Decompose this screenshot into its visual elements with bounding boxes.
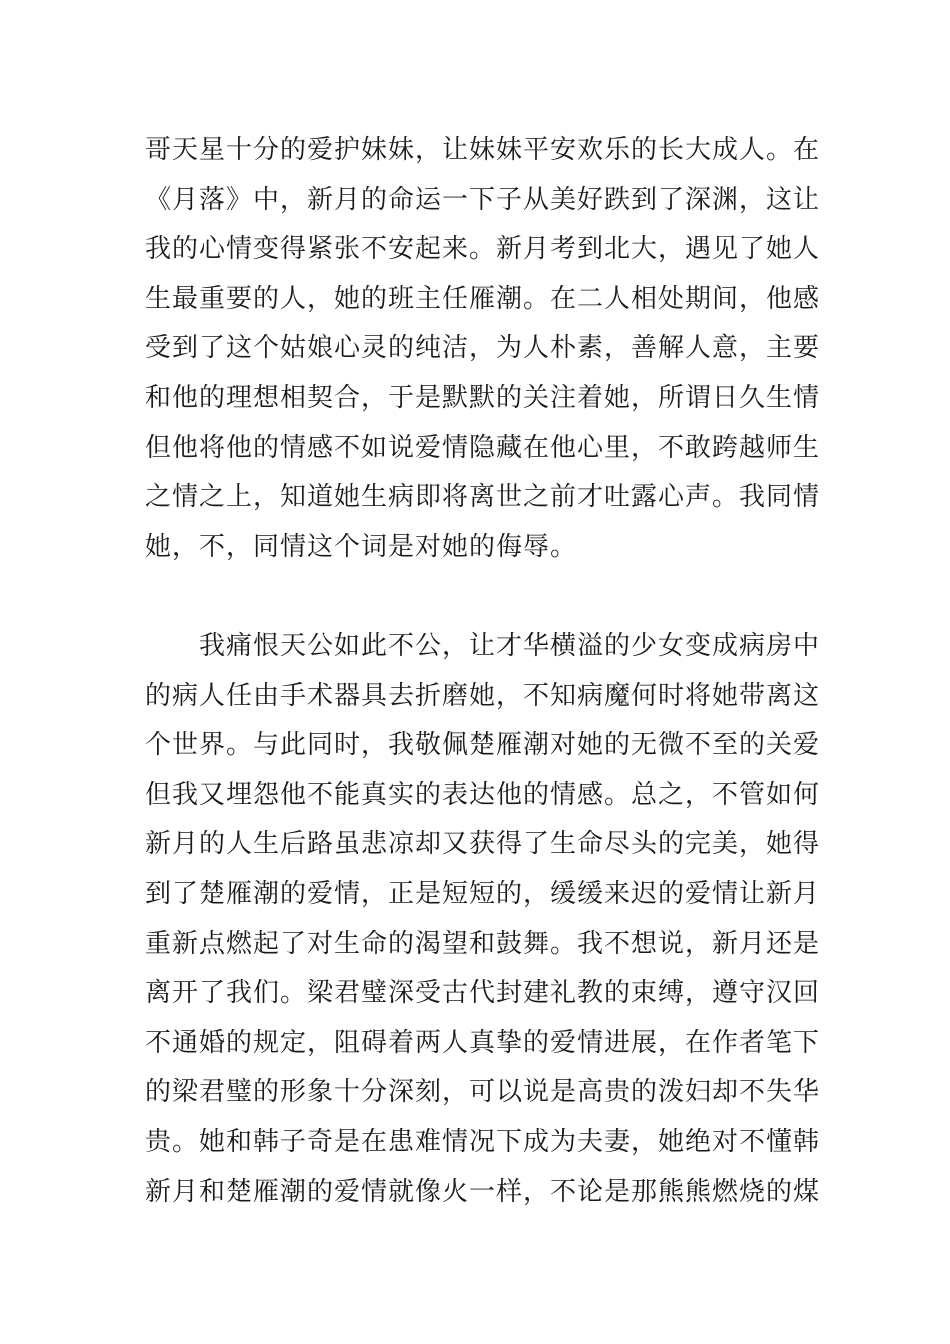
text-line: 新月的人生后路虽悲凉却又获得了生命尽头的完美，她得 [145, 829, 821, 860]
text-line: 生最重要的人，她的班主任雁潮。在二人相处期间，他感 [145, 283, 821, 314]
text-line: 但他将他的情感不如说爱情隐藏在他心里，不敢跨越师生 [145, 432, 821, 463]
text-line: 重新点燃起了对生命的渴望和鼓舞。我不想说，新月还是 [145, 928, 821, 959]
text-line: 和他的理想相契合，于是默默的关注着她，所谓日久生情 [145, 382, 821, 413]
text-line: 之情之上，知道她生病即将离世之前才吐露心声。我同情 [145, 482, 821, 513]
text-line: 但我又埋怨他不能真实的表达他的情感。总之，不管如何 [145, 779, 821, 810]
text-line: 新月和楚雁潮的爱情就像火一样，不论是那熊熊燃烧的煤 [145, 1176, 821, 1207]
paragraph-1 [145, 126, 821, 572]
text-line: 的梁君璧的形象十分深刻，可以说是高贵的泼妇却不失华 [145, 1077, 821, 1108]
text-line: 哥天星十分的爱护妹妹，让妹妹平安欢乐的长大成人。在 [145, 135, 821, 165]
text-line: 《月落》中，新月的命运一下子从美好跌到了深渊，这让 [145, 184, 821, 215]
text-line: 贵。她和韩子奇是在患难情况下成为夫妻，她绝对不懂韩 [145, 1126, 821, 1157]
text-line: 个世界。与此同时，我敬佩楚雁潮对她的无微不至的关爱 [145, 730, 821, 761]
text-line: 我痛恨天公如此不公，让才华横溢的少女变成病房中 [145, 631, 821, 661]
text-line: 我的心情变得紧张不安起来。新月考到北大，遇见了她人 [145, 234, 821, 265]
text-line: 到了楚雁潮的爱情，正是短短的，缓缓来迟的爱情让新月 [145, 878, 821, 909]
text-line: 离开了我们。梁君璧深受古代封建礼教的束缚，遵守汉回 [145, 978, 821, 1009]
text-line: 她，不，同情这个词是对她的侮辱。 [145, 531, 578, 562]
text-line: 受到了这个姑娘心灵的纯洁，为人朴素，善解人意，主要 [145, 333, 821, 364]
paragraph-2 [145, 622, 821, 1217]
text-line: 的病人任由手术器具去折磨她，不知病魔何时将她带离这 [145, 680, 821, 711]
text-line: 不通婚的规定，阻碍着两人真挚的爱情进展，在作者笔下 [145, 1027, 821, 1058]
